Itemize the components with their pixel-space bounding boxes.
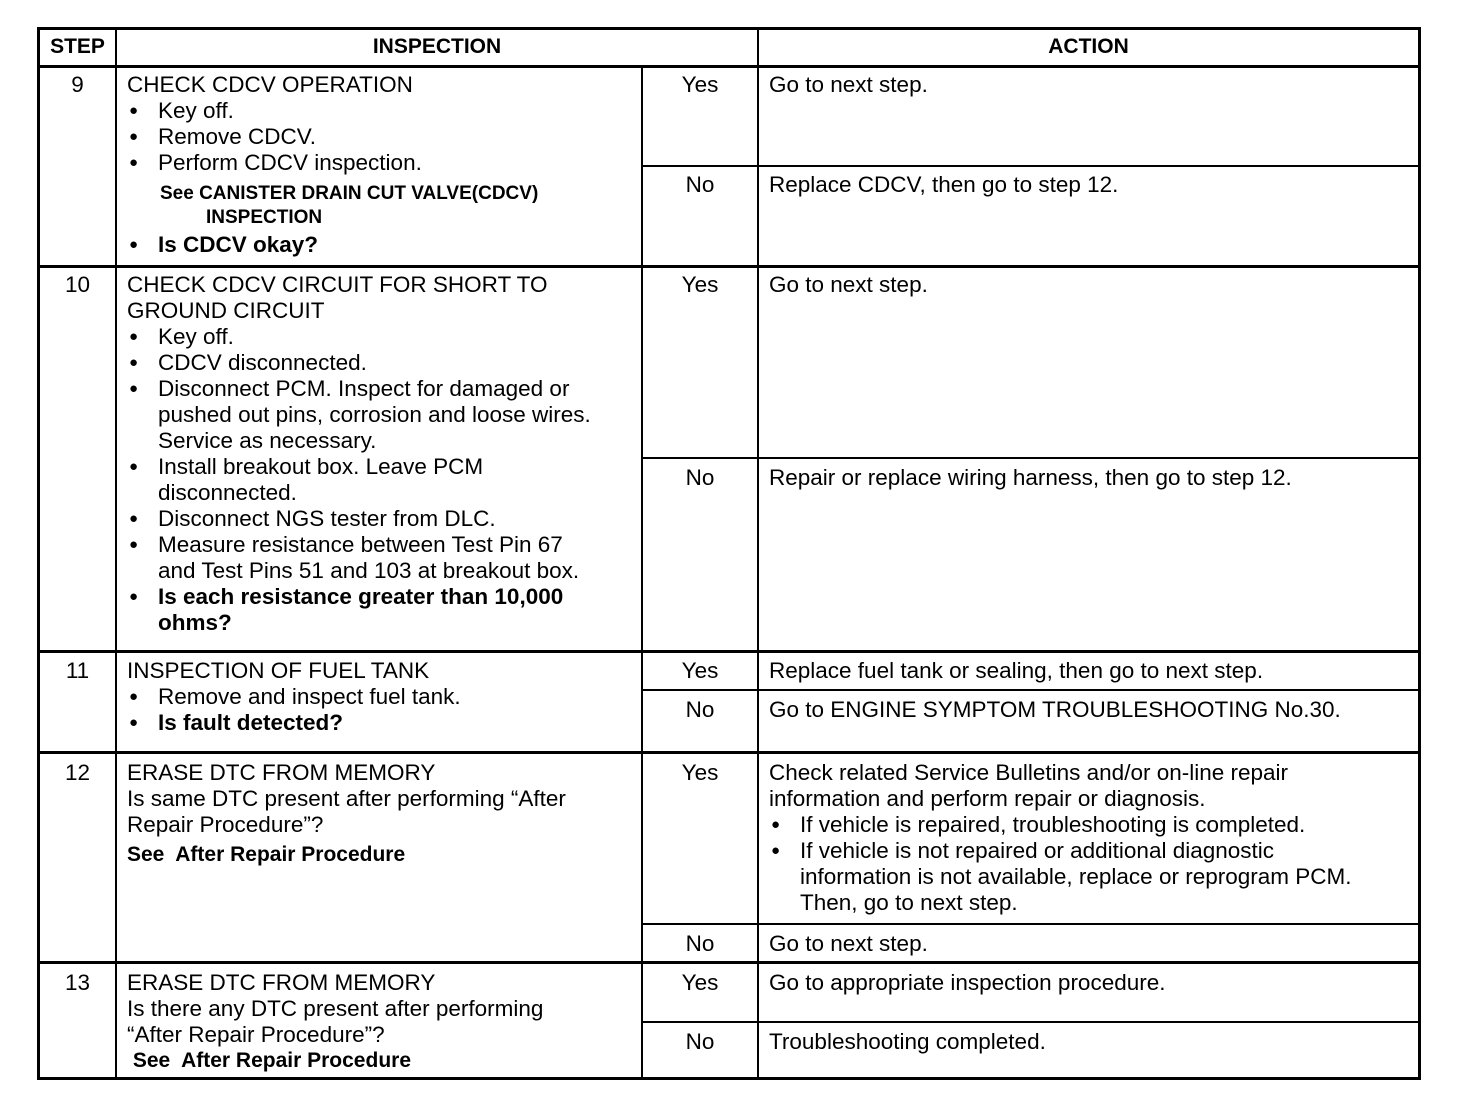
step-12-title: ERASE DTC FROM MEMORY — [127, 760, 436, 785]
step-9-bullet: ● Remove CDCV. — [127, 124, 637, 150]
step-12-yes-bullet — [769, 812, 1414, 838]
step-10-bullet — [127, 350, 642, 376]
step-column-divider — [115, 30, 117, 1077]
question-text: ohms? — [158, 610, 232, 635]
bullet-text: information is not available, replace or reprogram PCM. — [800, 864, 1352, 889]
step-13-yes-label: Yes — [681, 970, 719, 995]
step-9-see-reference — [127, 182, 637, 230]
step-9-no-action: Replace CDCV, then go to step 12. — [769, 172, 1119, 197]
step-12-inspection — [127, 760, 637, 868]
bullet-text: ● Disconnect PCM. Inspect for damaged or — [158, 376, 570, 401]
step-9-yes-label: Yes — [681, 72, 719, 97]
step-12-yes-label: Yes — [681, 760, 719, 785]
step-number-10: 10 — [64, 272, 91, 297]
step-11-no-label: No — [685, 697, 715, 722]
step-number-13: 13 — [64, 970, 91, 995]
step-9-yes-action: Go to next step. — [769, 72, 928, 97]
step-10-bullet — [127, 324, 642, 350]
row-divider-9-10 — [40, 265, 1418, 268]
step-10-title-line: GROUND CIRCUIT — [127, 298, 325, 323]
step-10-yes-action: Go to next step. — [769, 272, 928, 297]
row-divider-11-12 — [40, 751, 1418, 754]
step-number-12: 12 — [64, 760, 91, 785]
bullet-text: Disconnect NGS tester from DLC. — [158, 506, 496, 531]
step-12-no-label: No — [685, 931, 715, 956]
step-12-text-line: Repair Procedure”? — [127, 812, 324, 837]
step-11-yes-action: Replace fuel tank or sealing, then go to next step. — [769, 658, 1264, 683]
bullet-text: CDCV disconnected. — [158, 350, 367, 375]
step-10-title-line: CHECK CDCV CIRCUIT FOR SHORT TO — [127, 272, 548, 297]
bullet-text: Key off. — [158, 324, 234, 349]
step-10-inspection — [127, 272, 642, 636]
action-column-divider — [757, 30, 759, 1077]
step-13-inspection — [127, 970, 637, 1074]
step-13-no-action: Troubleshooting completed. — [769, 1029, 1046, 1054]
step-9-inspection — [127, 72, 637, 258]
step-9-title: CHECK CDCV OPERATION — [127, 72, 413, 97]
step-13-yes-action: Go to appropriate inspection procedure. — [769, 970, 1166, 995]
step-10-bullet — [127, 506, 642, 532]
see-line-1: See CANISTER DRAIN CUT VALVE(CDCV) — [160, 183, 539, 204]
step-number-9: 9 — [71, 72, 84, 97]
bullet-text: Then, go to next step. — [800, 890, 1018, 915]
step-number-11: 11 — [65, 658, 90, 683]
step-13-no-label: No — [685, 1029, 715, 1054]
step-10-no-label: No — [685, 465, 715, 490]
step-12-see-reference: See After Repair Procedure — [127, 843, 406, 866]
header-action: ACTION — [1048, 35, 1129, 58]
step-11-no-action: Go to ENGINE SYMPTOM TROUBLESHOOTING No.30. — [769, 697, 1341, 722]
bullet-text: pushed out pins, corrosion and loose wires. — [158, 402, 591, 427]
bullet-text: Service as necessary. — [158, 428, 377, 453]
step-10-bullet — [127, 532, 642, 584]
step-10-bullet — [127, 454, 642, 506]
step-10-no-action: Repair or replace wiring harness, then go to step 12. — [769, 465, 1292, 490]
yes-action-line: information and perform repair or diagnosis. — [769, 786, 1206, 811]
step-13-text-line: “After Repair Procedure”? — [127, 1022, 385, 1047]
bullet-text: ● Install breakout box. Leave PCM — [158, 454, 484, 479]
step-11-question: ● Is fault detected? — [127, 710, 637, 736]
step-12-no-action: Go to next step. — [769, 931, 928, 956]
step-9-bullet: ● Perform CDCV inspection. — [127, 150, 637, 176]
bullet-text: ● If vehicle is not repaired or additional diagnostic — [800, 838, 1275, 863]
yes-action-line: Check related Service Bulletins and/or on-line repair — [769, 760, 1289, 785]
step-12-yes-action — [769, 760, 1414, 916]
step-9-bullet: ● Key off. — [127, 98, 637, 124]
step-13-see-reference: See After Repair Procedure — [127, 1049, 411, 1072]
bullet-text: ● Measure resistance between Test Pin 67 — [158, 532, 563, 557]
row-divider-10-11 — [40, 650, 1418, 653]
step-13-title: ERASE DTC FROM MEMORY — [127, 970, 436, 995]
question-text: ● Is each resistance greater than 10,000 — [158, 584, 564, 609]
step-10-question — [127, 584, 642, 636]
row-divider-12-13 — [40, 961, 1418, 964]
bullet-text: disconnected. — [158, 480, 297, 505]
header-divider — [40, 65, 1418, 68]
header-inspection: INSPECTION — [372, 35, 502, 58]
step-9-question: ● Is CDCV okay? — [127, 232, 637, 258]
see-line-2: INSPECTION — [206, 207, 323, 228]
step-12-text-line: Is same DTC present after performing “After — [127, 786, 566, 811]
bullet-text: and Test Pins 51 and 103 at breakout box. — [158, 558, 580, 583]
step-13-text-line: Is there any DTC present after performing — [127, 996, 544, 1021]
step-12-yes-bullet — [769, 838, 1414, 916]
header-step: STEP — [50, 35, 105, 58]
inspection-table — [37, 27, 1421, 1080]
step-10-yes-label: Yes — [681, 272, 719, 297]
step-11-inspection — [127, 658, 637, 736]
step-9-no-label: No — [685, 172, 715, 197]
bullet-text: If vehicle is repaired, troubleshooting is completed. — [800, 812, 1306, 837]
step-11-title: INSPECTION OF FUEL TANK — [127, 658, 430, 683]
step-11-yes-label: Yes — [681, 658, 719, 683]
step-10-bullet — [127, 376, 642, 454]
step-11-bullet: ● Remove and inspect fuel tank. — [127, 684, 637, 710]
